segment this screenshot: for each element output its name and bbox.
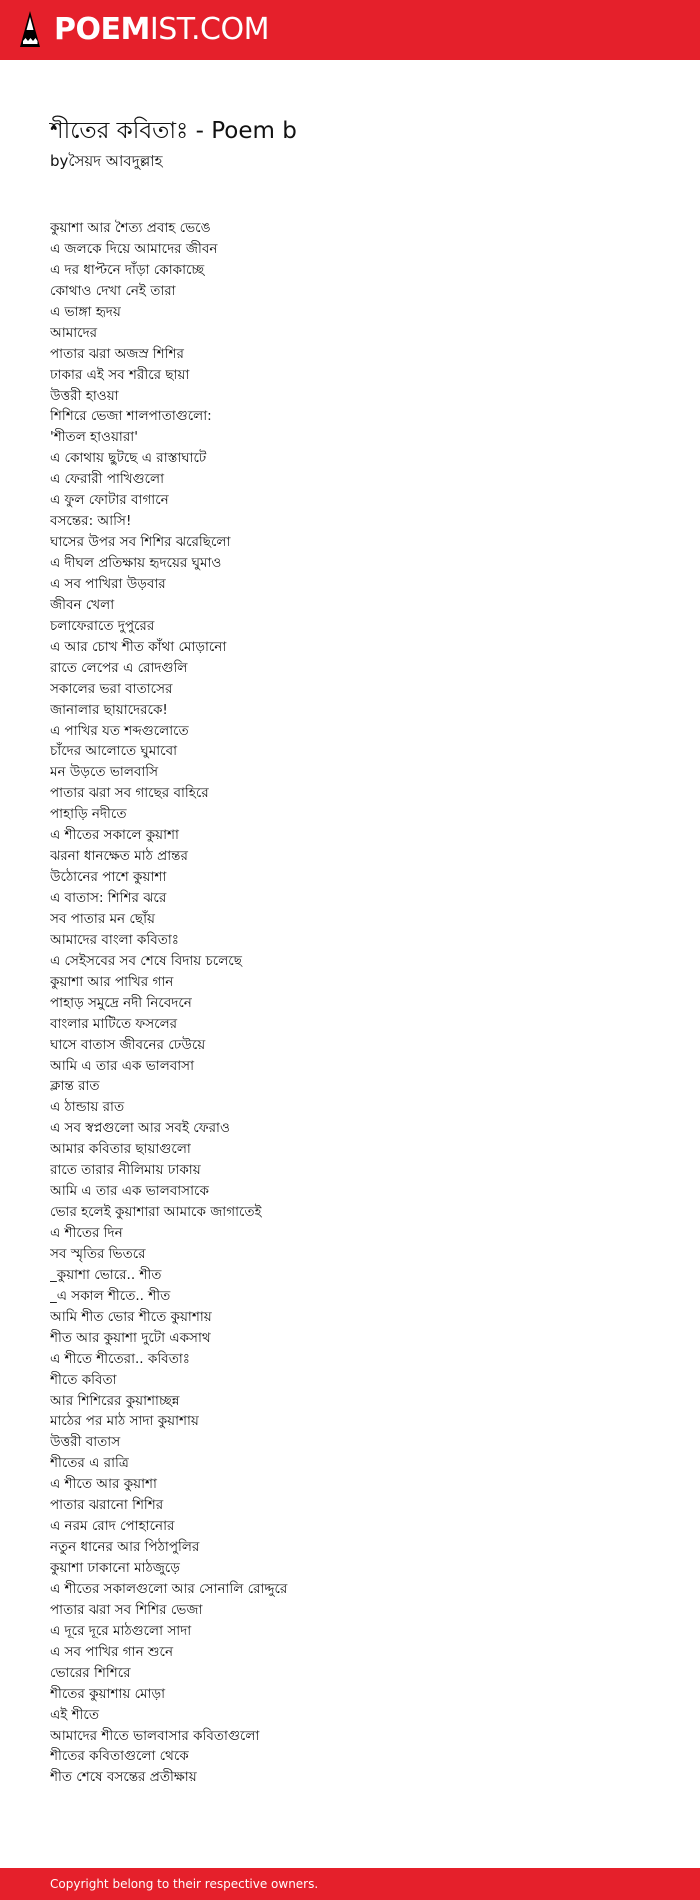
- poem-line: _এ সকাল শীতে.. শীত: [50, 1287, 171, 1304]
- logo-light-text: IST.COM: [149, 12, 269, 47]
- poem-line: সব পাতার মন ছোঁয়: [50, 910, 155, 927]
- site-footer: [0, 1868, 700, 1900]
- byline-prefix: by: [50, 152, 69, 170]
- poem-line: এ ঠান্ডায় রাত: [50, 1099, 125, 1116]
- poem-line: ভোরের শিশিরে: [50, 1664, 131, 1681]
- poem-line: এ নরম রোদ পোহানোর: [50, 1518, 175, 1535]
- poem-line: এ দীঘল প্রতিক্ষায় হৃদয়ের ঘুমাও: [50, 555, 222, 571]
- poem-line: শীতে কবিতা: [50, 1371, 117, 1388]
- poem-line: পাতার ঝরা সব গাছের বাহিরে: [50, 785, 209, 802]
- poem-line: জানালার ছায়াদেরকে!: [50, 701, 168, 718]
- poem-line: আমাদের: [50, 324, 98, 341]
- poem-line: মন উড়তে ভালবাসি: [50, 764, 159, 781]
- poem-line: আমি এ তার এক ভালবাসা: [50, 1057, 195, 1074]
- poem-line: মাঠের পর মাঠ সাদা কুয়াশায়: [50, 1413, 199, 1430]
- poem-line: এ ফুল ফোটার বাগানে: [50, 492, 169, 509]
- copyright-text: Copyright belong to their respective owners.: [50, 1877, 319, 1891]
- site-header: [0, 0, 700, 60]
- poem-line: কুয়াশা আর শৈত্য প্রবাহ ভেঙে: [50, 220, 211, 236]
- logo-wordmark: [54, 12, 269, 47]
- logo-bold-text: POEM: [54, 12, 150, 47]
- poem-line: ঘাসের উপর সব শিশির ঝরেছিলো: [50, 534, 231, 551]
- poem-line: পাতার ঝরানো শিশির: [50, 1497, 164, 1514]
- poem-line: ক্লান্ত রাত: [50, 1078, 100, 1095]
- poem-line: এ সব পাখির গান শুনে: [50, 1643, 174, 1660]
- poem-line: বসন্তের: আসি!: [50, 513, 132, 530]
- poem-line: সব স্মৃতির ভিতরে: [50, 1245, 146, 1262]
- poem-author: সৈয়দ আবদুল্লাহ: [68, 152, 163, 170]
- poem-line: এ ফেরারী পাখিগুলো: [50, 471, 165, 488]
- poem-line: আমার কবিতার ছায়াগুলো: [50, 1141, 191, 1158]
- poem-line: কুয়াশা আর পাখির গান: [50, 973, 174, 990]
- poem-line: পাহাড়ি নদীতে: [50, 806, 127, 823]
- poem-line: এ কোথায় ছুটছে এ রাস্তাঘাটে: [50, 450, 207, 467]
- poem-line: শীত আর কুয়াশা দুটো একসাথ: [50, 1329, 211, 1346]
- poem-line: শীতের কুয়াশায় মোড়া: [50, 1685, 166, 1702]
- poem-line: জীবন খেলা: [50, 596, 115, 613]
- poem-line: এ শীতে আর কুয়াশা: [50, 1476, 157, 1493]
- poem-line: এ বাতাস: শিশির ঝরে: [50, 890, 167, 906]
- poem-line: ঝরনা ধানক্ষেত মাঠ প্রান্তর: [50, 848, 188, 865]
- poem-line: আমি এ তার এক ভালবাসাকে: [50, 1183, 209, 1200]
- poem-line: পাহাড় সমুদ্রে নদী নিবেদনে: [50, 994, 192, 1011]
- poem-line: উত্তরী বাতাস: [50, 1434, 121, 1451]
- poem-line: চাঁদের আলোতে ঘুমাবো: [50, 743, 178, 760]
- pen-nib-icon: [18, 10, 42, 50]
- poem-line: এ পাখির যত শব্দগুলোতে: [50, 722, 189, 739]
- poem-line: নতুন ধানের আর পিঠাপুলির: [50, 1539, 200, 1556]
- poem-line: বাংলার মাটিতে ফসলের: [50, 1015, 178, 1032]
- poem-line: এ সব পাখিরা উড়বার: [50, 575, 166, 592]
- poem-line: আমাদের শীতে ভালবাসার কবিতাগুলো: [50, 1727, 260, 1744]
- poem-line: এ সব স্বপ্নগুলো আর সবই ফেরাও: [50, 1120, 230, 1137]
- poem-line: আমাদের বাংলা কবিতাঃ: [50, 931, 179, 948]
- poem-byline: [50, 151, 650, 171]
- poem-line: উত্তরী হাওয়া: [50, 387, 119, 404]
- poem-line: ঢাকার এই সব শরীরে ছায়া: [50, 366, 190, 383]
- poem-line: শীত শেষে বসন্তের প্রতীক্ষায়: [50, 1769, 197, 1786]
- poem-line: পাতার ঝরা অজস্র শিশির: [50, 345, 184, 362]
- poem-body: [50, 218, 650, 1788]
- site-logo[interactable]: [18, 10, 269, 50]
- poem-line: এ দর ধাপ্টনে দাঁড়া কোকাচ্ছে: [50, 261, 205, 278]
- poem-line: আর শিশিরের কুয়াশাচ্ছন্ন: [50, 1392, 180, 1409]
- poem-line: এ দূরে দূরে মাঠগুলো সাদা: [50, 1622, 192, 1639]
- poem-line: ভোর হলেই কুয়াশারা আমাকে জাগাতেই: [50, 1204, 262, 1221]
- poem-line: রাতে লেপের এ রোদগুলি: [50, 659, 188, 676]
- poem-title: শীতের কবিতাঃ - Poem b: [50, 118, 297, 144]
- poem-line: পাতার ঝরা সব শিশির ভেজা: [50, 1601, 203, 1618]
- poem-line: এই শীতে: [50, 1706, 99, 1723]
- poem-line: _কুয়াশা ভোরে.. শীত: [50, 1266, 162, 1283]
- poem-line: এ শীতে শীতেরা.. কবিতাঃ: [50, 1350, 190, 1367]
- poem-line: শীতের কবিতাগুলো থেকে: [50, 1748, 189, 1765]
- poem-line: শীতের এ রাত্রি: [50, 1455, 129, 1472]
- poem-line: এ আর চোখ শীত কাঁথা মোড়ানো: [50, 638, 227, 655]
- poem-line: সকালের ভরা বাতাসের: [50, 680, 173, 697]
- poem-line: উঠোনের পাশে কুয়াশা: [50, 869, 167, 886]
- poem-line: 'শীতল হাওয়ারা': [50, 429, 138, 446]
- poem-line: এ সেইসবের সব শেষে বিদায় চলেছে: [50, 952, 242, 969]
- poem-line: এ শীতের সকালে কুয়াশা: [50, 827, 179, 844]
- poem-line: কুয়াশা ঢাকানো মাঠজুড়ে: [50, 1560, 180, 1576]
- poem-line: এ ভাঙ্গা হৃদয়: [50, 303, 121, 320]
- poem-line: রাতে তারার নীলিমায় ঢাকায়: [50, 1162, 201, 1179]
- poem-line: চলাফেরাতে দুপুরের: [50, 617, 155, 634]
- poem-header: [50, 116, 650, 171]
- poem-line: আমি শীত ভোর শীতে কুয়াশায়: [50, 1308, 212, 1325]
- poem-line: এ শীতের সকালগুলো আর সোনালি রোদ্দুরে: [50, 1580, 288, 1597]
- poem-line: শিশিরে ভেজা শালপাতাগুলো:: [50, 408, 212, 425]
- poem-line: কোথাও দেখা নেই তারা: [50, 282, 176, 299]
- poem-line: ঘাসে বাতাস জীবনের ঢেউয়ে: [50, 1036, 206, 1053]
- poem-line: এ জলকে দিয়ে আমাদের জীবন: [50, 240, 218, 257]
- poem-line: এ শীতের দিন: [50, 1225, 123, 1241]
